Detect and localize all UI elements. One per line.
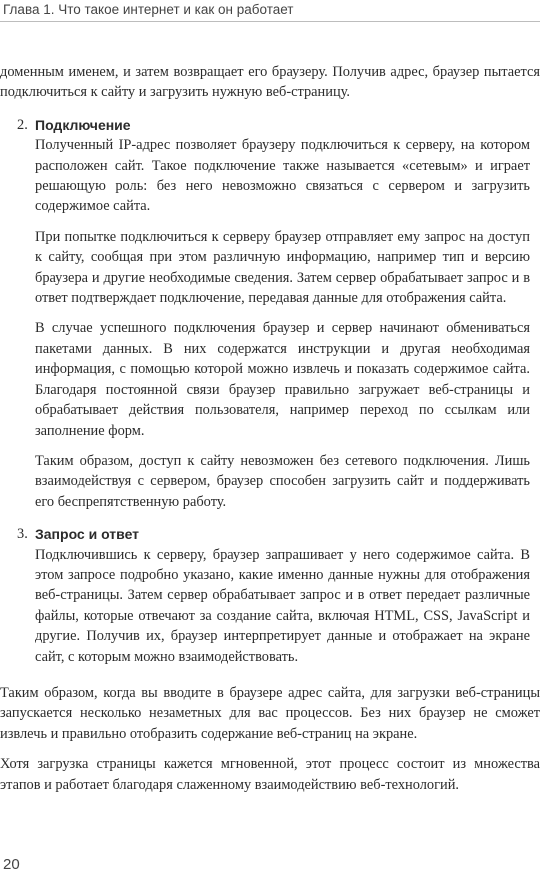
list-item-request-response bbox=[17, 524, 530, 667]
list-item-paragraph: Таким образом, доступ к сайту невозможен без сетевого подключения. Лишь взаимодействуя с сервером, браузер способен загрузить сайт и поддерживать его беспрепятственную работу. bbox=[35, 452, 530, 510]
list-item-connection bbox=[17, 115, 530, 512]
running-header-title: Глава 1. Что такое интернет и как он работает bbox=[3, 2, 294, 17]
closing-paragraph: Таким образом, когда вы вводите в браузере адрес сайта, для загрузки веб-страницы запускается несколько незаметных для вас процессов. Без них браузер не сможет извлечь и правильно отобразить содержание веб-страниц на экране. bbox=[0, 684, 540, 742]
running-header bbox=[0, 0, 540, 22]
list-item-paragraph: При попытке подключиться к серверу браузер отправляет ему запрос на доступ к сайту, сообщая при этом различную информацию, например тип и версию браузера и другие необходимые сведения. Затем сервер обрабатывает запрос и в ответ подтверждает подключение, передавая данные для отображения сайта. bbox=[35, 228, 530, 307]
list-item-paragraph: Полученный IP-адрес позволяет браузеру подключиться к серверу, на котором расположен сайт. Такое подключение также называется «сетевым» и играет решающую роль: без него невозможно связаться с сервером и загрузить содержимое сайта. bbox=[35, 137, 530, 215]
page-number: 20 bbox=[3, 856, 20, 873]
list-item-number: 2. bbox=[17, 116, 28, 133]
list-item-heading: Подключение bbox=[35, 116, 131, 133]
list-item-paragraph: Подключившись к серверу, браузер запрашивает у него содержимое сайта. В этом запросе подробно указано, какие именно данные нужны для отображения веб-страницы. Затем сервер обрабатывает запрос и в ответ передает различные файлы, которые отвечают за создание сайта, включая HTML, CSS, JavaScript и другие. Получив их, браузер интерпретирует данные и отображает на экране сайт, с которым можно взаимодействовать. bbox=[35, 546, 530, 665]
list-item-number: 3. bbox=[17, 526, 28, 543]
page-body bbox=[0, 62, 540, 795]
list-item-paragraph: В случае успешного подключения браузер и сервер начинают обмениваться пакетами данных. В них содержатся инструкции и другая необходимая информация, с помощью которой можно извлечь и показать содержимое сайта. Благодаря постоянной связи браузер правильно загружает веб-страницы и обрабатывает действия пользователя, например переход по ссылкам или заполнение форм. bbox=[35, 320, 530, 439]
closing-paragraph: Хотя загрузка страницы кажется мгновенной, этот процесс состоит из множества этапов и работает благодаря слаженному взаимодействию веб-технологий. bbox=[0, 756, 540, 793]
continuation-paragraph: доменным именем, и затем возвращает его браузеру. Получив адрес, браузер пытается подключиться к сайту и загрузить нужную веб-страницу. bbox=[0, 64, 540, 101]
list-item-heading: Запрос и ответ bbox=[35, 526, 140, 543]
